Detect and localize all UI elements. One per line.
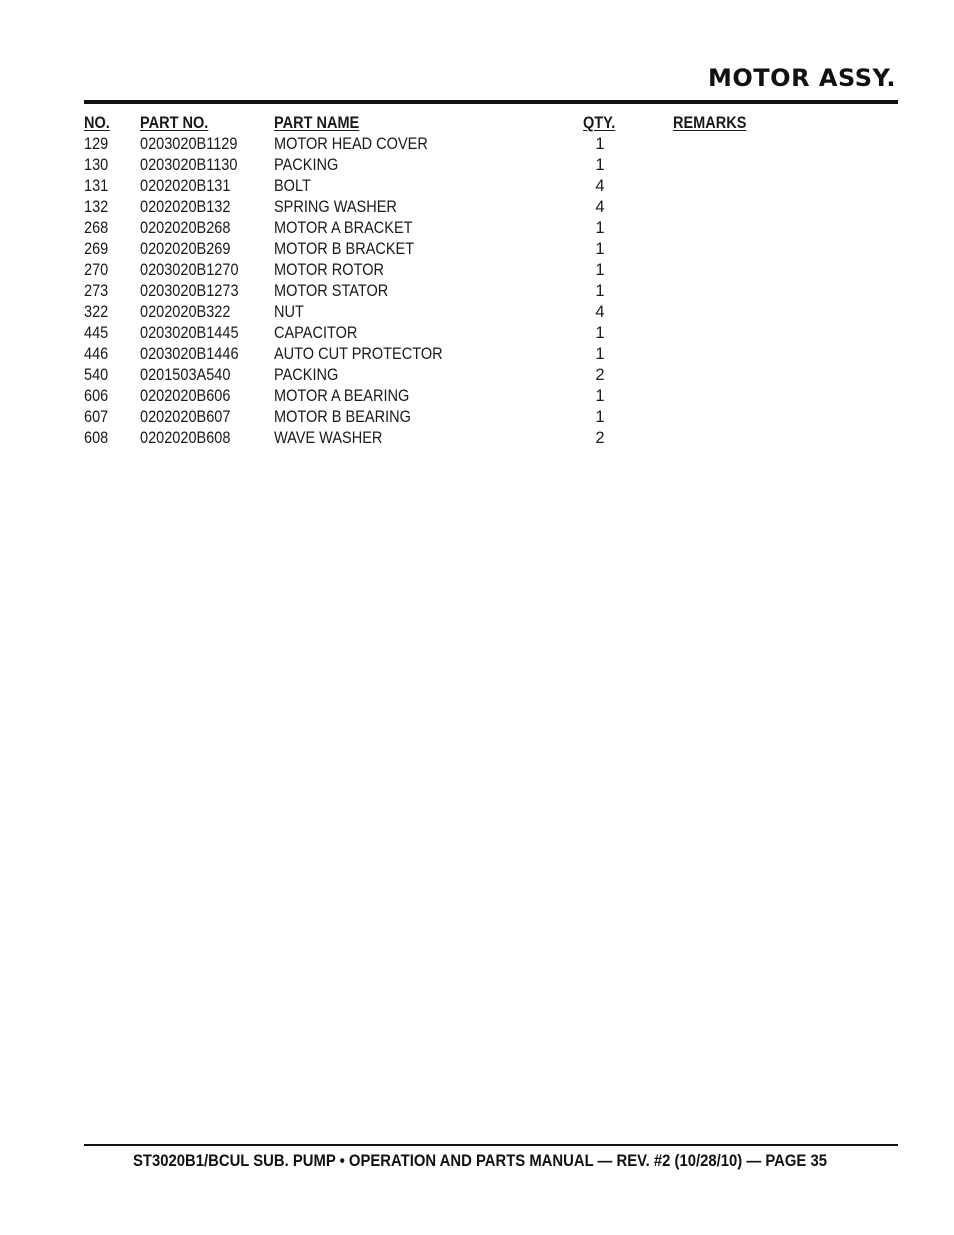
row-no: 607: [84, 408, 109, 426]
page-title: MOTOR ASSY.: [708, 64, 896, 92]
row-part-no: 0202020B607: [140, 408, 231, 426]
row-qty: 1: [595, 345, 605, 363]
row-qty: 1: [595, 135, 605, 153]
row-part-name: CAPACITOR: [274, 324, 358, 342]
row-part-no: 0203020B1130: [140, 156, 238, 174]
table-row: [84, 365, 784, 386]
header-remarks: REMARKS: [673, 114, 747, 132]
row-qty: 2: [595, 366, 605, 384]
header-part-no: PART NO.: [140, 114, 209, 132]
row-part-name: MOTOR STATOR: [274, 282, 389, 300]
row-part-no: 0202020B322: [140, 303, 231, 321]
row-qty: 1: [595, 324, 605, 342]
row-qty: 1: [595, 261, 605, 279]
row-part-no: 0203020B1273: [140, 282, 239, 300]
row-part-no: 0203020B1270: [140, 261, 239, 279]
row-part-no: 0202020B132: [140, 198, 231, 216]
row-part-no: 0202020B606: [140, 387, 231, 405]
row-part-name: MOTOR ROTOR: [274, 261, 384, 279]
page-footer: ST3020B1/BCUL SUB. PUMP • OPERATION AND PARTS MANUAL — REV. #2 (10/28/10) — PAGE 35: [133, 1152, 827, 1170]
row-qty: 1: [595, 240, 605, 258]
table-row: [84, 386, 784, 407]
row-part-name: MOTOR HEAD COVER: [274, 135, 428, 153]
row-qty: 4: [595, 177, 605, 195]
row-part-no: 0203020B1445: [140, 324, 239, 342]
row-no: 608: [84, 429, 109, 447]
row-no: 445: [84, 324, 109, 342]
row-part-name: MOTOR A BEARING: [274, 387, 410, 405]
title-divider: [84, 100, 898, 104]
parts-table: [84, 113, 784, 449]
row-qty: 1: [595, 387, 605, 405]
table-row: [84, 344, 784, 365]
row-part-name: PACKING: [274, 366, 339, 384]
header-no: NO.: [84, 114, 110, 132]
table-row: [84, 428, 784, 449]
table-row: [84, 155, 784, 176]
table-body: [84, 134, 784, 449]
table-row: [84, 281, 784, 302]
row-part-no: 0203020B1446: [140, 345, 239, 363]
row-no: 268: [84, 219, 109, 237]
row-no: 129: [84, 135, 109, 153]
header-qty: QTY.: [583, 114, 616, 132]
row-part-no: 0202020B608: [140, 429, 231, 447]
table-row: [84, 407, 784, 428]
row-part-no: 0201503A540: [140, 366, 231, 384]
table-row: [84, 176, 784, 197]
row-no: 606: [84, 387, 109, 405]
row-part-name: MOTOR B BEARING: [274, 408, 411, 426]
row-part-no: 0202020B269: [140, 240, 231, 258]
table-row: [84, 302, 784, 323]
row-part-no: 0202020B131: [140, 177, 231, 195]
row-part-name: PACKING: [274, 156, 339, 174]
row-qty: 4: [595, 303, 605, 321]
row-part-name: MOTOR A BRACKET: [274, 219, 413, 237]
row-qty: 1: [595, 408, 605, 426]
row-no: 322: [84, 303, 109, 321]
row-part-name: NUT: [274, 303, 304, 321]
row-no: 130: [84, 156, 109, 174]
footer-divider: [84, 1144, 898, 1146]
row-no: 269: [84, 240, 109, 258]
row-no: 273: [84, 282, 109, 300]
table-row: [84, 134, 784, 155]
row-no: 270: [84, 261, 109, 279]
table-header-row: [84, 113, 784, 134]
header-part-name: PART NAME: [274, 114, 360, 132]
row-part-name: BOLT: [274, 177, 311, 195]
row-qty: 1: [595, 156, 605, 174]
row-part-name: AUTO CUT PROTECTOR: [274, 345, 443, 363]
row-qty: 1: [595, 282, 605, 300]
row-part-name: SPRING WASHER: [274, 198, 397, 216]
table-row: [84, 218, 784, 239]
table-row: [84, 197, 784, 218]
row-no: 131: [84, 177, 109, 195]
table-row: [84, 239, 784, 260]
row-part-no: 0202020B268: [140, 219, 231, 237]
row-no: 446: [84, 345, 109, 363]
table-row: [84, 260, 784, 281]
row-part-name: WAVE WASHER: [274, 429, 383, 447]
row-no: 540: [84, 366, 109, 384]
row-qty: 4: [595, 198, 605, 216]
row-qty: 1: [595, 219, 605, 237]
row-no: 132: [84, 198, 109, 216]
row-part-no: 0203020B1129: [140, 135, 238, 153]
table-row: [84, 323, 784, 344]
row-part-name: MOTOR B BRACKET: [274, 240, 415, 258]
row-qty: 2: [595, 429, 605, 447]
